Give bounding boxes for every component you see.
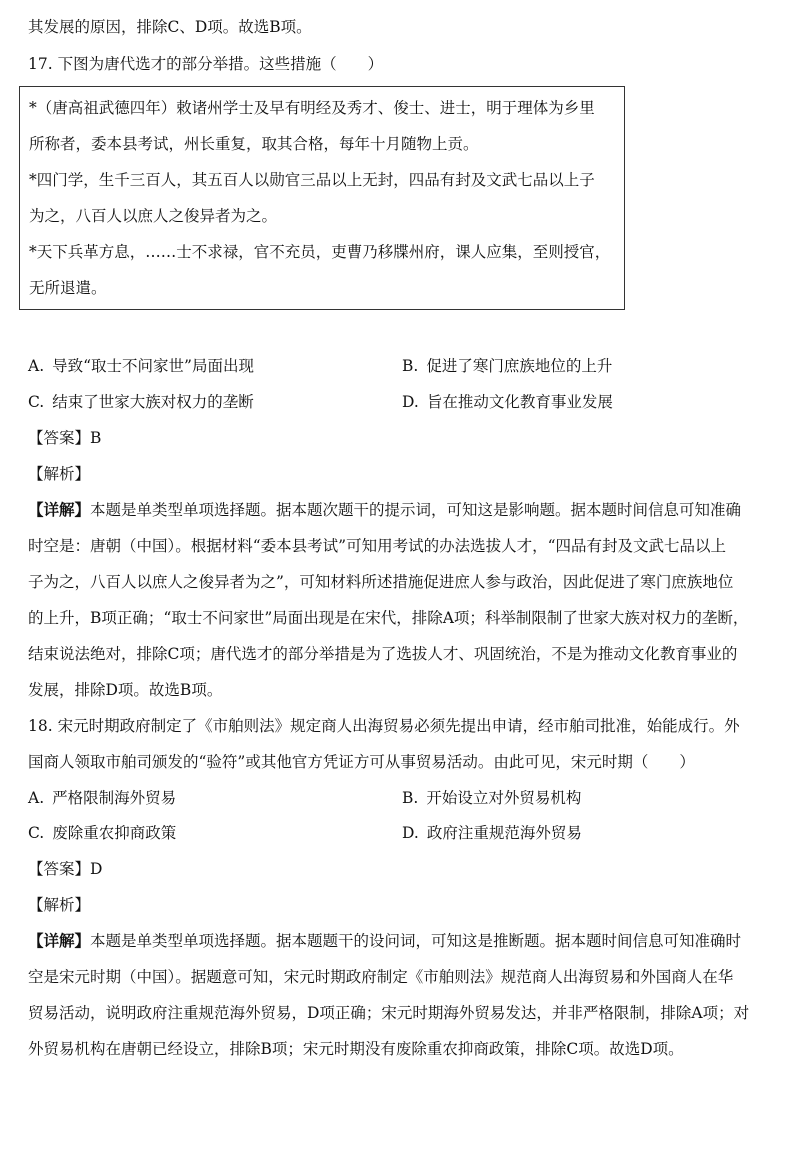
q17-detail-line bbox=[28, 499, 741, 521]
q18-detail-line: 外贸易机构在唐朝已经设立，排除B项；宋元时期没有废除重农抑商政策，排除C项。故选D项。 bbox=[28, 1040, 684, 1058]
q18-option-d bbox=[402, 822, 582, 844]
answer-value: D bbox=[90, 860, 103, 878]
q18-option-c bbox=[28, 822, 176, 844]
option-text: 废除重农抑商政策 bbox=[52, 824, 177, 842]
option-text: 开始设立对外贸易机构 bbox=[426, 789, 582, 807]
q17-detail-line: 时空是：唐朝（中国）。根据材料“委本县考试”可知用考试的办法选拔人才，“四品有封及文武七品以上 bbox=[28, 537, 727, 555]
option-text: 导致“取士不问家世”局面出现 bbox=[52, 357, 254, 375]
question-17-source-box bbox=[19, 86, 625, 310]
option-letter: D. bbox=[402, 393, 419, 411]
option-letter: D. bbox=[402, 824, 419, 842]
question-18-stem: 18. 宋元时期政府制定了《市舶则法》规定商人出海贸易必须先提出申请，经市舶司批准，始能成行。外 bbox=[28, 717, 740, 735]
answer-value: B bbox=[90, 429, 102, 447]
q17-detail-line: 的上升，B项正确；“取士不问家世”局面出现是在宋代，排除A项；科举制限制了世家大族对权力的垄断， bbox=[28, 609, 749, 627]
answer-tag: 【答案】 bbox=[28, 429, 91, 447]
option-text: 促进了寒门庶族地位的上升 bbox=[426, 357, 613, 375]
detail-text: 本题是单类型单项选择题。据本题次题干的提示词，可知这是影响题。据本题时间信息可知准确 bbox=[90, 501, 742, 519]
q17-analysis-tag: 【解析】 bbox=[28, 465, 91, 483]
q17-detail-line: 结束说法绝对，排除C项；唐代选才的部分举措是为了选拔人才、巩固统治，不是为推动文化教育事业的 bbox=[28, 645, 738, 663]
source-line: *天下兵革方息，……士不求禄，官不充员，吏曹乃移牒州府，课人应集，至则授官， bbox=[29, 243, 611, 261]
q17-detail-line: 子为之，八百人以庶人之俊异者为之”，可知材料所述措施促进庶人参与政治，因此促进了寒门庶族地位 bbox=[28, 573, 734, 591]
q18-option-a bbox=[28, 787, 176, 809]
option-text: 结束了世家大族对权力的垄断 bbox=[52, 393, 254, 411]
detail-text: 本题是单类型单项选择题。据本题题干的设问词，可知这是推断题。据本题时间信息可知准确时 bbox=[90, 932, 742, 950]
source-line: 所称者，委本县考试，州长重复，取其合格，每年十月随物上贡。 bbox=[29, 135, 479, 153]
option-letter: C. bbox=[28, 824, 45, 842]
detail-tag: 【详解】 bbox=[28, 500, 91, 519]
option-letter: B. bbox=[402, 789, 419, 807]
source-line: *（唐高祖武德四年）敕诸州学士及早有明经及秀才、俊士、进士，明于理体为乡里 bbox=[29, 99, 595, 117]
detail-tag: 【详解】 bbox=[28, 931, 91, 950]
q18-answer bbox=[28, 858, 102, 880]
question-17-stem: 17. 下图为唐代选才的部分举措。这些措施（ ） bbox=[28, 55, 384, 73]
source-line: *四门学，生千三百人，其五百人以勋官三品以上无封，四品有封及文武七品以上子 bbox=[29, 171, 595, 189]
q18-option-b bbox=[402, 787, 581, 809]
source-line: 无所退遣。 bbox=[29, 279, 107, 297]
q18-detail-line bbox=[28, 930, 741, 952]
option-text: 严格限制海外贸易 bbox=[52, 789, 177, 807]
option-letter: A. bbox=[28, 789, 45, 807]
q18-detail-line: 贸易活动，说明政府注重规范海外贸易，D项正确；宋元时期海外贸易发达，并非严格限制，排除A项；对 bbox=[28, 1004, 750, 1022]
q18-detail-line: 空是宋元时期（中国）。据题意可知，宋元时期政府制定《市舶则法》规范商人出海贸易和外国商人在华 bbox=[28, 968, 734, 986]
previous-answer-tail: 其发展的原因，排除C、D项。故选B项。 bbox=[28, 18, 312, 36]
question-18-stem: 国商人领取市舶司颁发的“验符”或其他官方凭证方可从事贸易活动。由此可见，宋元时期（ ） bbox=[28, 753, 695, 771]
q18-analysis-tag: 【解析】 bbox=[28, 896, 91, 914]
option-letter: B. bbox=[402, 357, 419, 375]
q17-detail-line: 发展，排除D项。故选B项。 bbox=[28, 681, 223, 699]
q17-option-a bbox=[28, 355, 254, 377]
option-text: 旨在推动文化教育事业发展 bbox=[426, 393, 613, 411]
q17-option-d bbox=[402, 391, 613, 413]
q17-option-c bbox=[28, 391, 254, 413]
answer-tag: 【答案】 bbox=[28, 860, 91, 878]
q17-answer bbox=[28, 427, 101, 449]
option-letter: A. bbox=[28, 357, 45, 375]
source-line: 为之，八百人以庶人之俊异者为之。 bbox=[29, 207, 278, 225]
q17-option-b bbox=[402, 355, 612, 377]
option-letter: C. bbox=[28, 393, 45, 411]
option-text: 政府注重规范海外贸易 bbox=[426, 824, 582, 842]
